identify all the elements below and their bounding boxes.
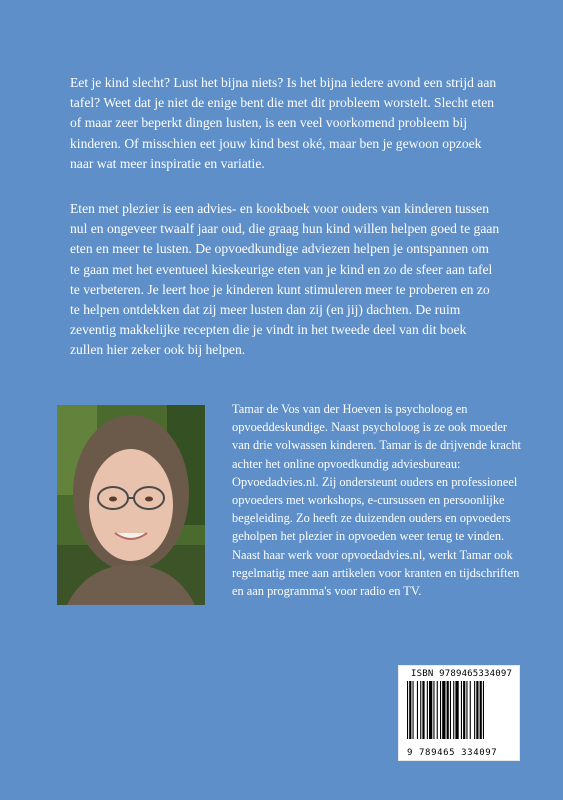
barcode [398, 665, 520, 761]
isbn-label: ISBN 9789465334097 [411, 669, 513, 679]
barcode-digits: 9 789465 334097 [407, 748, 498, 758]
author-photo [57, 405, 205, 605]
intro-paragraph: Eet je kind slecht? Lust het bijna niets? Is het bijna iedere avond een strijd aan tafel? Weet dat je niet de enige bent die met dit probleem worstelt. Slecht eten of maar zeer beperkt dingen lusten, is een veel voorkomend probleem bij kinderen. Of misschien eet jouw kind best oké, maar ben je gewoon opzoek naar wat meer inspiratie en variatie. [70, 75, 497, 171]
barcode-bars [407, 681, 513, 739]
author-bio: Tamar de Vos van der Hoeven is psycholoog en opvoeddeskundige. Naast psycholoog is ze ook moeder van drie volwassen kinderen. Tamar is de drijvende kracht achter het online opvoedkundig adviesbureau: Opvoedadvies.nl. Zij ondersteunt ouders en professioneel opvoeders met workshops, e-cursussen en persoonlijke begeleiding. Zo heeft ze duizenden ouders en opvoeders geholpen het plezier in opvoeden weer terug te vinden. Naast haar werk voor opvoedadvies.nl, werkt Tamar ook regelmatig mee aan artikelen voor kranten en tijdschriften en aan programma's voor radio en TV. [232, 402, 521, 599]
description-paragraph: Eten met plezier is een advies- en kookboek voor ouders van kinderen tussen nul en ongeveer twaalf jaar oud, die graag hun kind willen helpen goed te gaan eten en meer te lusten. De opvoedkundige adviezen helpen je ontspannen om te gaan met het eventueel kieskeurige eten van je kind en zo de sfeer aan tafel te verbeteren. Je leert hoe je kinderen kunt stimuleren meer te proberen en zo te helpen ontdekken dat zij meer lusten dan zij (en jij) dachten. De ruim zeventig makkelijke recepten die je vindt in het tweede deel van dit boek zullen hier zeker ook bij helpen. [70, 201, 500, 358]
